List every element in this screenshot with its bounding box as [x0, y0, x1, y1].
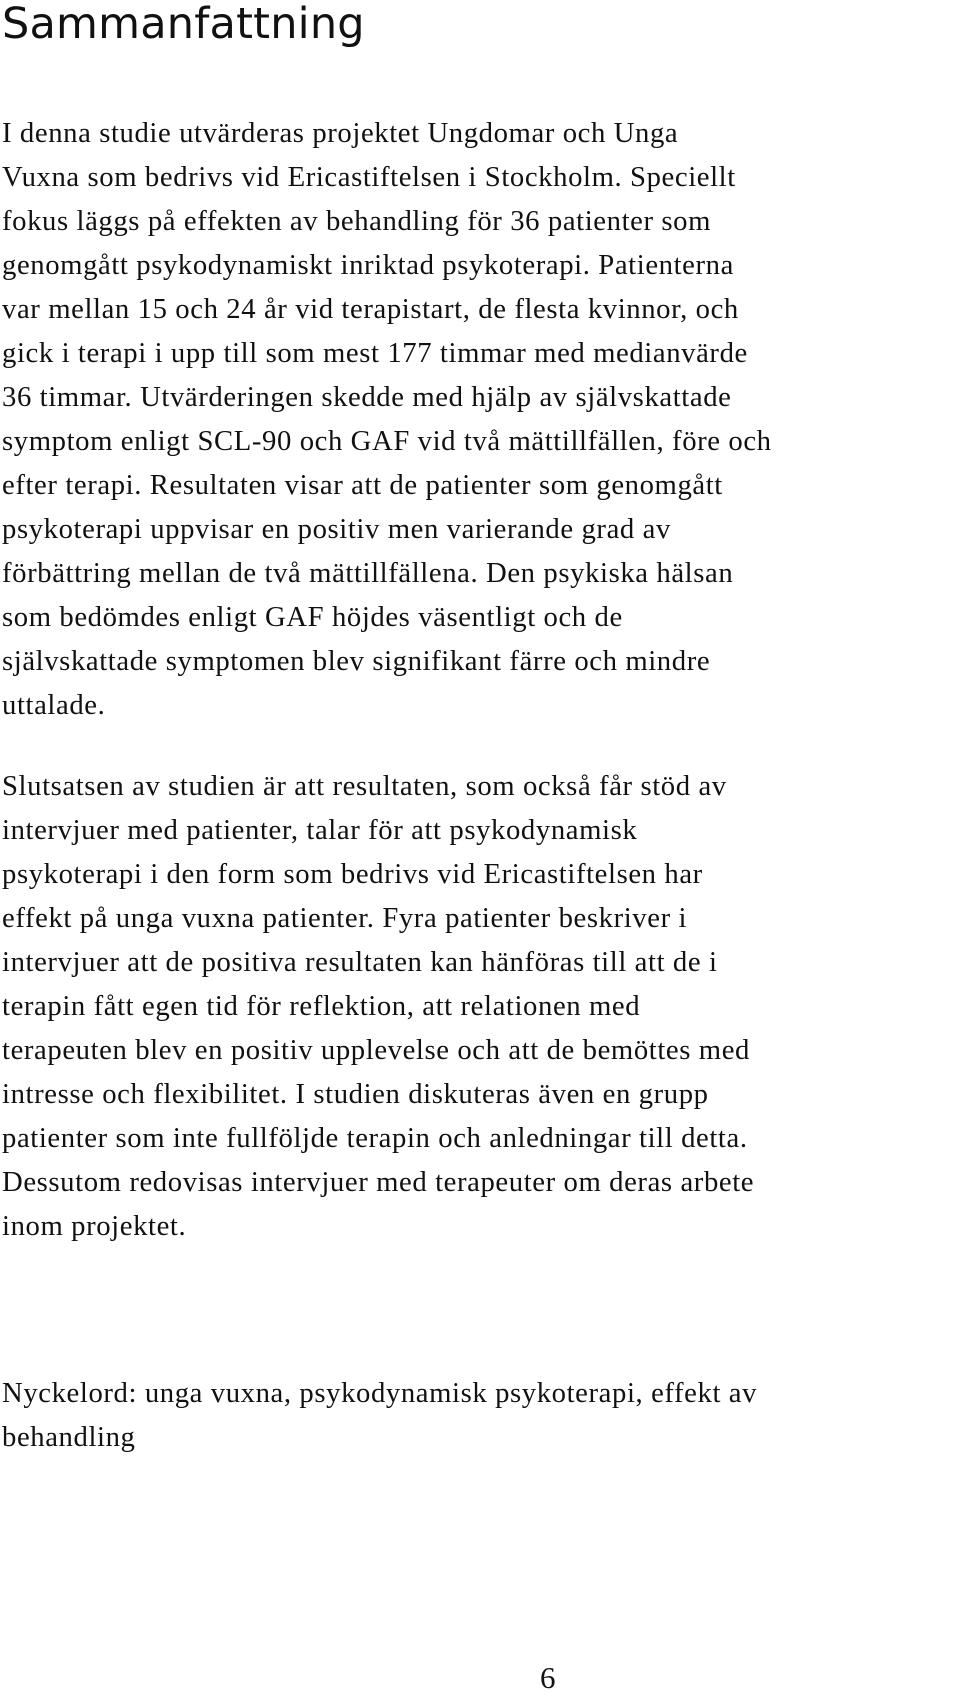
summary-paragraph: [2, 111, 948, 727]
text-line: I denna studie utvärderas projektet Ungdomar och Unga: [2, 117, 679, 149]
text-line: symptom enligt SCL-90 och GAF vid två mättillfällen, före och: [2, 425, 772, 457]
conclusion-paragraph: [2, 764, 948, 1248]
text-line: gick i terapi i upp till som mest 177 timmar med medianvärde: [2, 337, 748, 369]
text-line: terapin fått egen tid för reflektion, att relationen med: [2, 990, 641, 1022]
text-line: 36 timmar. Utvärderingen skedde med hjälp av självskattade: [2, 381, 732, 413]
text-line: självskattade symptomen blev signifikant färre och mindre: [2, 645, 711, 677]
text-line: förbättring mellan de två mättillfällena. Den psykiska hälsan: [2, 557, 734, 589]
section-heading: Sammanfattning: [2, 0, 365, 49]
text-line: som bedömdes enligt GAF höjdes väsentligt och de: [2, 601, 623, 633]
text-line: uttalade.: [2, 689, 106, 721]
text-line: Dessutom redovisas intervjuer med terapeuter om deras arbete: [2, 1166, 755, 1198]
text-line: Nyckelord: unga vuxna, psykodynamisk psykoterapi, effekt av: [2, 1377, 758, 1409]
text-line: patienter som inte fullföljde terapin och anledningar till detta.: [2, 1122, 748, 1154]
text-line: efter terapi. Resultaten visar att de patienter som genomgått: [2, 469, 723, 501]
text-line: Vuxna som bedrivs vid Ericastiftelsen i Stockholm. Speciellt: [2, 161, 736, 193]
text-line: terapeuten blev en positiv upplevelse och att de bemöttes med: [2, 1034, 750, 1066]
text-line: intervjuer med patienter, talar för att psykodynamisk: [2, 814, 638, 846]
page-number: 6: [540, 1660, 556, 1695]
text-line: psykoterapi uppvisar en positiv men varierande grad av: [2, 513, 671, 545]
text-line: inom projektet.: [2, 1210, 187, 1242]
text-line: Slutsatsen av studien är att resultaten, som också får stöd av: [2, 770, 727, 802]
text-line: behandling: [2, 1421, 136, 1453]
keywords-paragraph: [2, 1371, 948, 1459]
text-line: psykoterapi i den form som bedrivs vid Ericastiftelsen har: [2, 858, 703, 890]
text-line: intresse och flexibilitet. I studien diskuteras även en grupp: [2, 1078, 709, 1110]
text-line: intervjuer att de positiva resultaten kan hänföras till att de i: [2, 946, 718, 978]
text-line: var mellan 15 och 24 år vid terapistart, de flesta kvinnor, och: [2, 293, 739, 325]
text-line: fokus läggs på effekten av behandling för 36 patienter som: [2, 205, 712, 237]
text-line: effekt på unga vuxna patienter. Fyra patienter beskriver i: [2, 902, 688, 934]
text-line: genomgått psykodynamiskt inriktad psykoterapi. Patienterna: [2, 249, 734, 281]
